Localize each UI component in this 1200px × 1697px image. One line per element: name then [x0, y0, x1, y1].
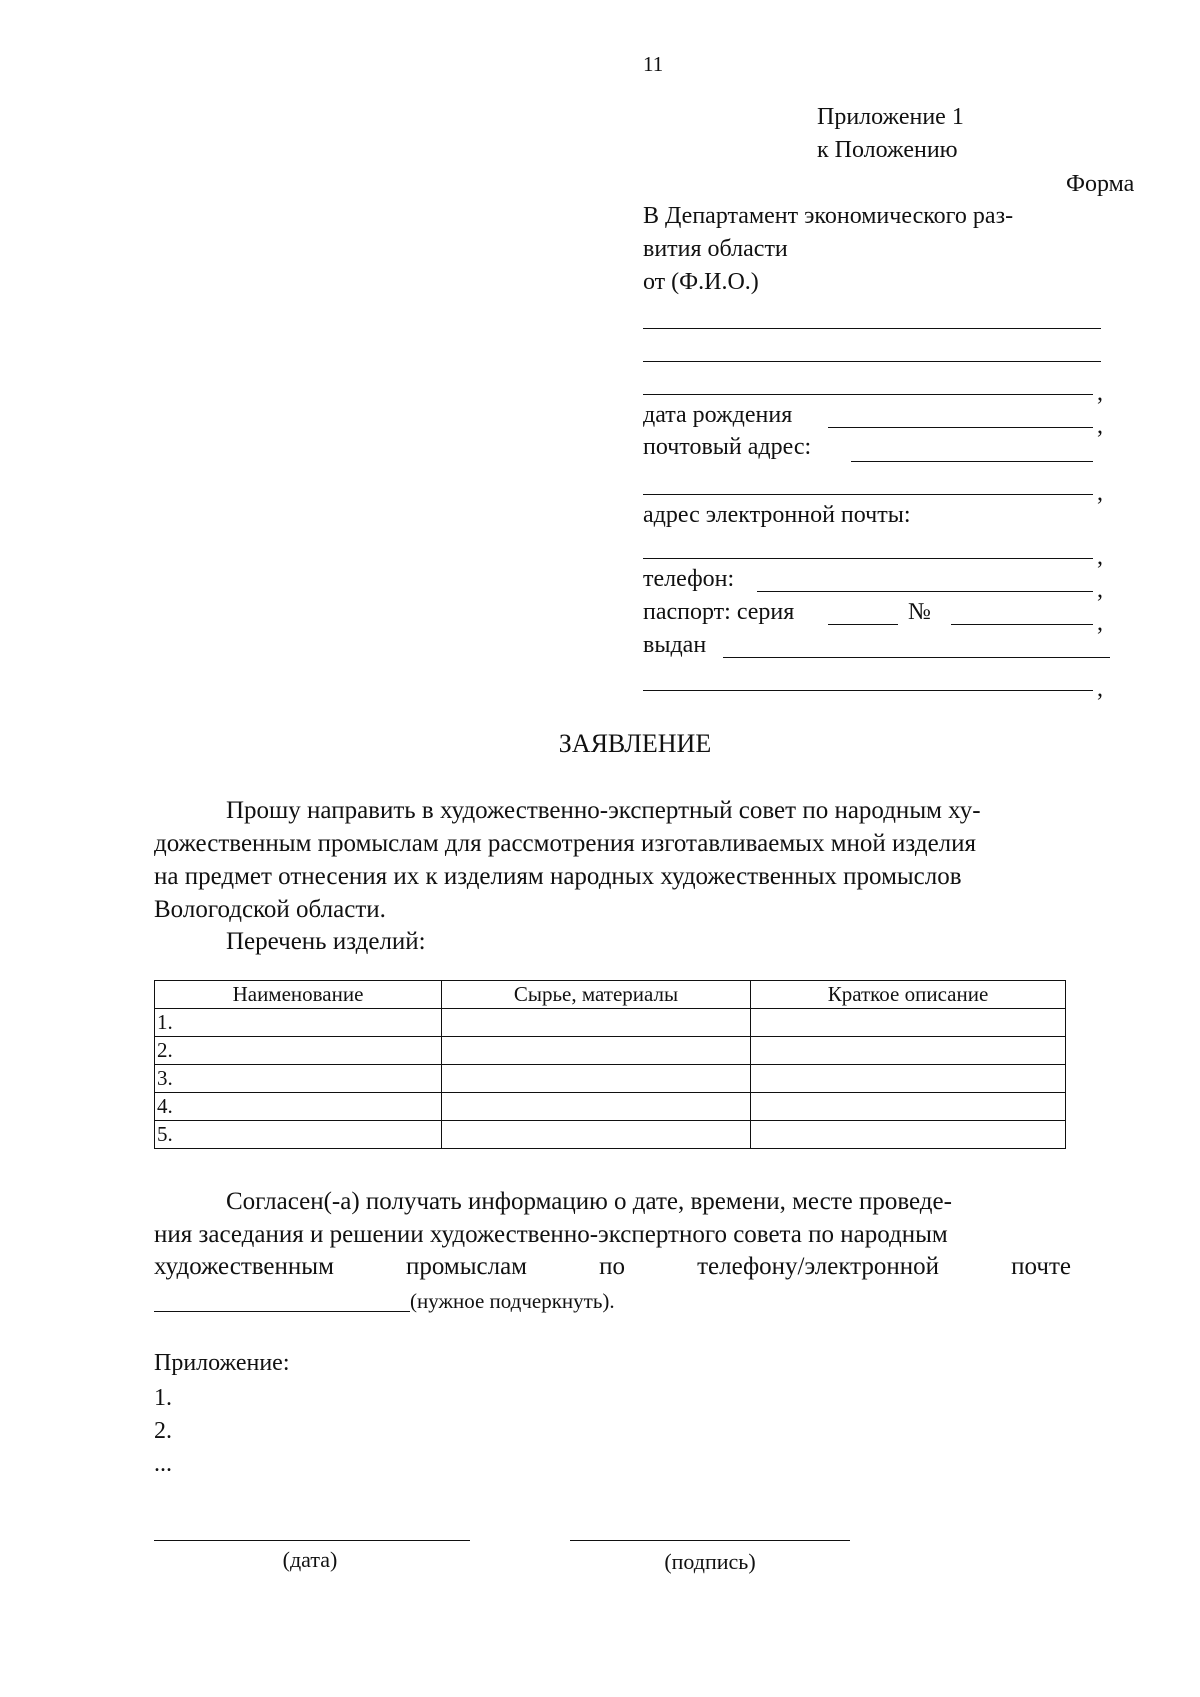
comma: ,	[1097, 610, 1103, 636]
table-row	[155, 1065, 1066, 1093]
table-header-row	[155, 981, 1066, 1009]
table-row	[155, 1121, 1066, 1149]
signature-caption: (подпись)	[664, 1549, 756, 1574]
fio-field-line-2[interactable]	[643, 361, 1101, 362]
row-number: 3.	[155, 1065, 442, 1093]
col-header-materials: Сырье, материалы	[442, 981, 751, 1009]
comma: ,	[1097, 413, 1103, 439]
table-row	[155, 1009, 1066, 1037]
materials-cell[interactable]	[442, 1121, 751, 1149]
regulation-reference: к Положению	[817, 137, 958, 163]
consent-word: художественным	[154, 1253, 334, 1280]
comma: ,	[1097, 676, 1103, 702]
comma: ,	[1097, 480, 1103, 506]
passport-number-field[interactable]	[951, 624, 1093, 625]
attachment-item: ...	[154, 1451, 172, 1477]
materials-cell[interactable]	[442, 1009, 751, 1037]
materials-cell[interactable]	[442, 1037, 751, 1065]
comma: ,	[1097, 544, 1103, 570]
comma: ,	[1097, 577, 1103, 603]
row-number: 1.	[155, 1009, 442, 1037]
comma: ,	[1097, 380, 1103, 406]
passport-series-field[interactable]	[828, 624, 898, 625]
materials-cell[interactable]	[442, 1065, 751, 1093]
consent-line-1: Согласен(-а) получать информацию о дате, времени, месте проведе-	[226, 1188, 952, 1215]
description-cell[interactable]	[751, 1121, 1066, 1149]
date-caption: (дата)	[282, 1547, 338, 1572]
description-cell[interactable]	[751, 1093, 1066, 1121]
attachments-label: Приложение:	[154, 1350, 290, 1376]
row-number: 2.	[155, 1037, 442, 1065]
request-line-4: Вологодской области.	[154, 896, 386, 923]
phone-field[interactable]	[757, 591, 1093, 592]
postal-address-label: почтовый адрес:	[643, 434, 812, 460]
page-number: 11	[643, 52, 664, 76]
addressee-line1: В Департамент экономического раз-	[643, 203, 1014, 229]
row-number: 5.	[155, 1121, 442, 1149]
description-cell[interactable]	[751, 1065, 1066, 1093]
document-title: ЗАЯВЛЕНИЕ	[558, 729, 712, 758]
email-label: адрес электронной почты:	[643, 502, 911, 528]
form-label: Форма	[1066, 171, 1135, 197]
request-line-1: Прошу направить в художественно-экспертный совет по народным ху-	[226, 797, 981, 824]
items-table	[154, 980, 1066, 1149]
passport-number-label: №	[908, 599, 931, 625]
consent-word: почте	[1011, 1253, 1071, 1280]
addressee-line2: вития области	[643, 236, 788, 262]
attachment-item: 1.	[154, 1385, 172, 1411]
underline-note: (нужное подчеркнуть).	[410, 1289, 615, 1313]
description-cell[interactable]	[751, 1009, 1066, 1037]
from-label: от (Ф.И.О.)	[643, 269, 759, 295]
fio-field-line-3[interactable]	[643, 394, 1093, 395]
passport-series-label: паспорт: серия	[643, 599, 795, 625]
row-number: 4.	[155, 1093, 442, 1121]
issued-field[interactable]	[723, 657, 1110, 658]
issued-field-line-2[interactable]	[643, 690, 1093, 691]
request-line-2: дожественным промыслам для рассмотрения изготавливаемых мной изделия	[154, 830, 977, 857]
postal-address-field-line-2[interactable]	[643, 494, 1093, 495]
date-field[interactable]	[154, 1540, 470, 1541]
materials-cell[interactable]	[442, 1093, 751, 1121]
consent-word: промыслам	[405, 1253, 527, 1280]
table-row	[155, 1037, 1066, 1065]
col-header-name: Наименование	[155, 981, 442, 1009]
signature-field[interactable]	[570, 1540, 850, 1541]
phone-label: телефон:	[643, 566, 735, 592]
consent-word: телефону/электронной	[697, 1253, 940, 1280]
table-row	[155, 1093, 1066, 1121]
birth-date-label: дата рождения	[643, 402, 793, 428]
contact-method-field[interactable]	[154, 1311, 410, 1312]
consent-line-3	[154, 1251, 1071, 1284]
birth-date-field[interactable]	[828, 427, 1093, 428]
col-header-description: Краткое описание	[751, 981, 1066, 1009]
fio-field-line-1[interactable]	[643, 328, 1101, 329]
items-list-label: Перечень изделий:	[226, 928, 426, 955]
description-cell[interactable]	[751, 1037, 1066, 1065]
consent-word: по	[599, 1253, 625, 1280]
email-field[interactable]	[643, 558, 1093, 559]
consent-line-2: ния заседания и решении художественно-экспертного совета по народным	[154, 1221, 948, 1248]
appendix-title: Приложение 1	[817, 104, 964, 130]
attachment-item: 2.	[154, 1418, 172, 1444]
issued-label: выдан	[643, 632, 707, 658]
request-line-3: на предмет отнесения их к изделиям народных художественных промыслов	[154, 863, 962, 890]
postal-address-field[interactable]	[851, 461, 1093, 462]
